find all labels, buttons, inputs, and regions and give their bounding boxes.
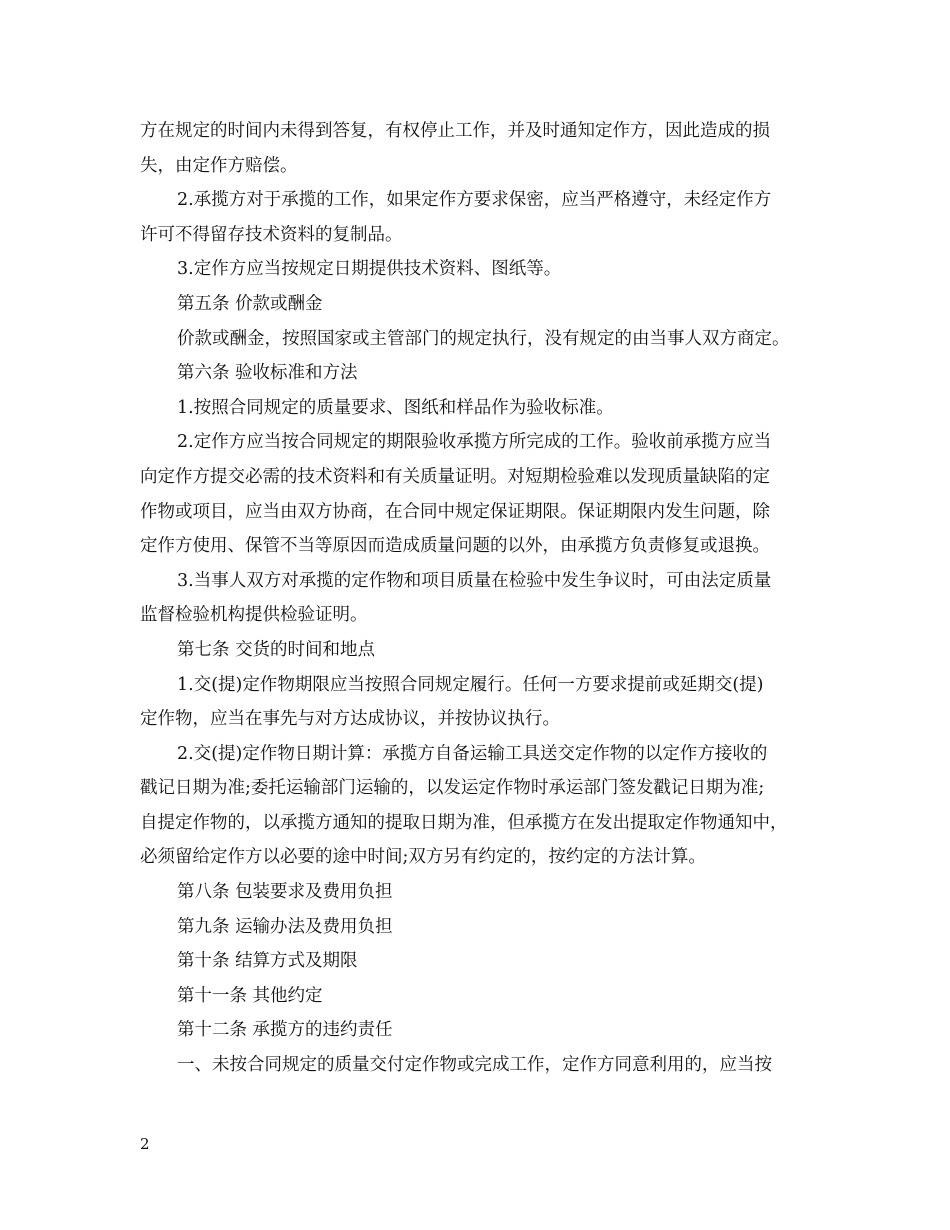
text-line: 向定作方提交必需的技术资料和有关质量证明。对短期检验难以发现质量缺陷的定 <box>140 466 770 487</box>
text-line: 方在规定的时间内未得到答复，有权停止工作，并及时通知定作方，因此造成的损 <box>140 121 770 141</box>
section-heading: 第十二条 承揽方的违约责任 <box>177 1020 393 1041</box>
section-heading: 第九条 运输办法及费用负担 <box>177 916 393 937</box>
text-line: 必须留给定作方以必要的途中时间;双方另有约定的，按约定的方法计算。 <box>140 847 706 868</box>
text-line: 1.按照合同规定的质量要求、图纸和样品作为验收标准。 <box>177 397 614 418</box>
section-heading: 第七条 交货的时间和地点 <box>177 639 376 660</box>
document-body <box>140 114 830 1083</box>
text-line: 1.交(提)定作物期限应当按照合同规定履行。任何一方要求提前或延期交(提) <box>177 674 764 695</box>
section-heading: 第六条 验收标准和方法 <box>177 363 358 384</box>
text-line: 定作方使用、保管不当等原因而造成质量问题的以外，由承揽方负责修复或退换。 <box>140 536 770 557</box>
text-line: 许可不得留存技术资料的复制品。 <box>140 224 403 245</box>
text-line: 自提定作物的，以承揽方通知的提取日期为准，但承揽方在发出提取定作物通知中， <box>140 812 788 833</box>
text-line: 监督检验机构提供检验证明。 <box>140 605 368 626</box>
section-heading: 第十一条 其他约定 <box>177 985 323 1006</box>
text-line: 戳记日期为准;委托运输部门运输的，以发运定作物时承运部门签发戳记日期为准; <box>140 778 765 799</box>
text-line: 定作物，应当在事先与对方达成协议，并按协议执行。 <box>140 709 560 730</box>
text-line: 一、未按合同规定的质量交付定作物或完成工作，定作方同意利用的，应当按 <box>177 1055 772 1076</box>
text-line: 3.定作方应当按规定日期提供技术资料、图纸等。 <box>177 259 562 280</box>
text-line: 失，由定作方赔偿。 <box>140 155 298 176</box>
text-line: 3.当事人双方对承揽的定作物和项目质量在检验中发生争议时，可由法定质量 <box>177 570 772 591</box>
page-number: 2 <box>140 1135 150 1153</box>
text-line: 作物或项目，应当由双方协商，在合同中规定保证期限。保证期限内发生问题，除 <box>140 501 770 522</box>
text-line: 2.定作方应当按合同规定的期限验收承揽方所完成的工作。验收前承揽方应当 <box>177 432 772 453</box>
text-line: 2.承揽方对于承揽的工作，如果定作方要求保密，应当严格遵守，未经定作方 <box>177 190 772 211</box>
section-heading: 第十条 结算方式及期限 <box>177 951 358 972</box>
text-line: 价款或酬金，按照国家或主管部门的规定执行，没有规定的由当事人双方商定。 <box>177 328 790 349</box>
text-line: 2.交(提)定作物日期计算：承揽方自备运输工具送交定作物的以定作方接收的 <box>177 743 768 764</box>
section-heading: 第五条 价款或酬金 <box>177 293 323 314</box>
section-heading: 第八条 包装要求及费用负担 <box>177 882 393 903</box>
